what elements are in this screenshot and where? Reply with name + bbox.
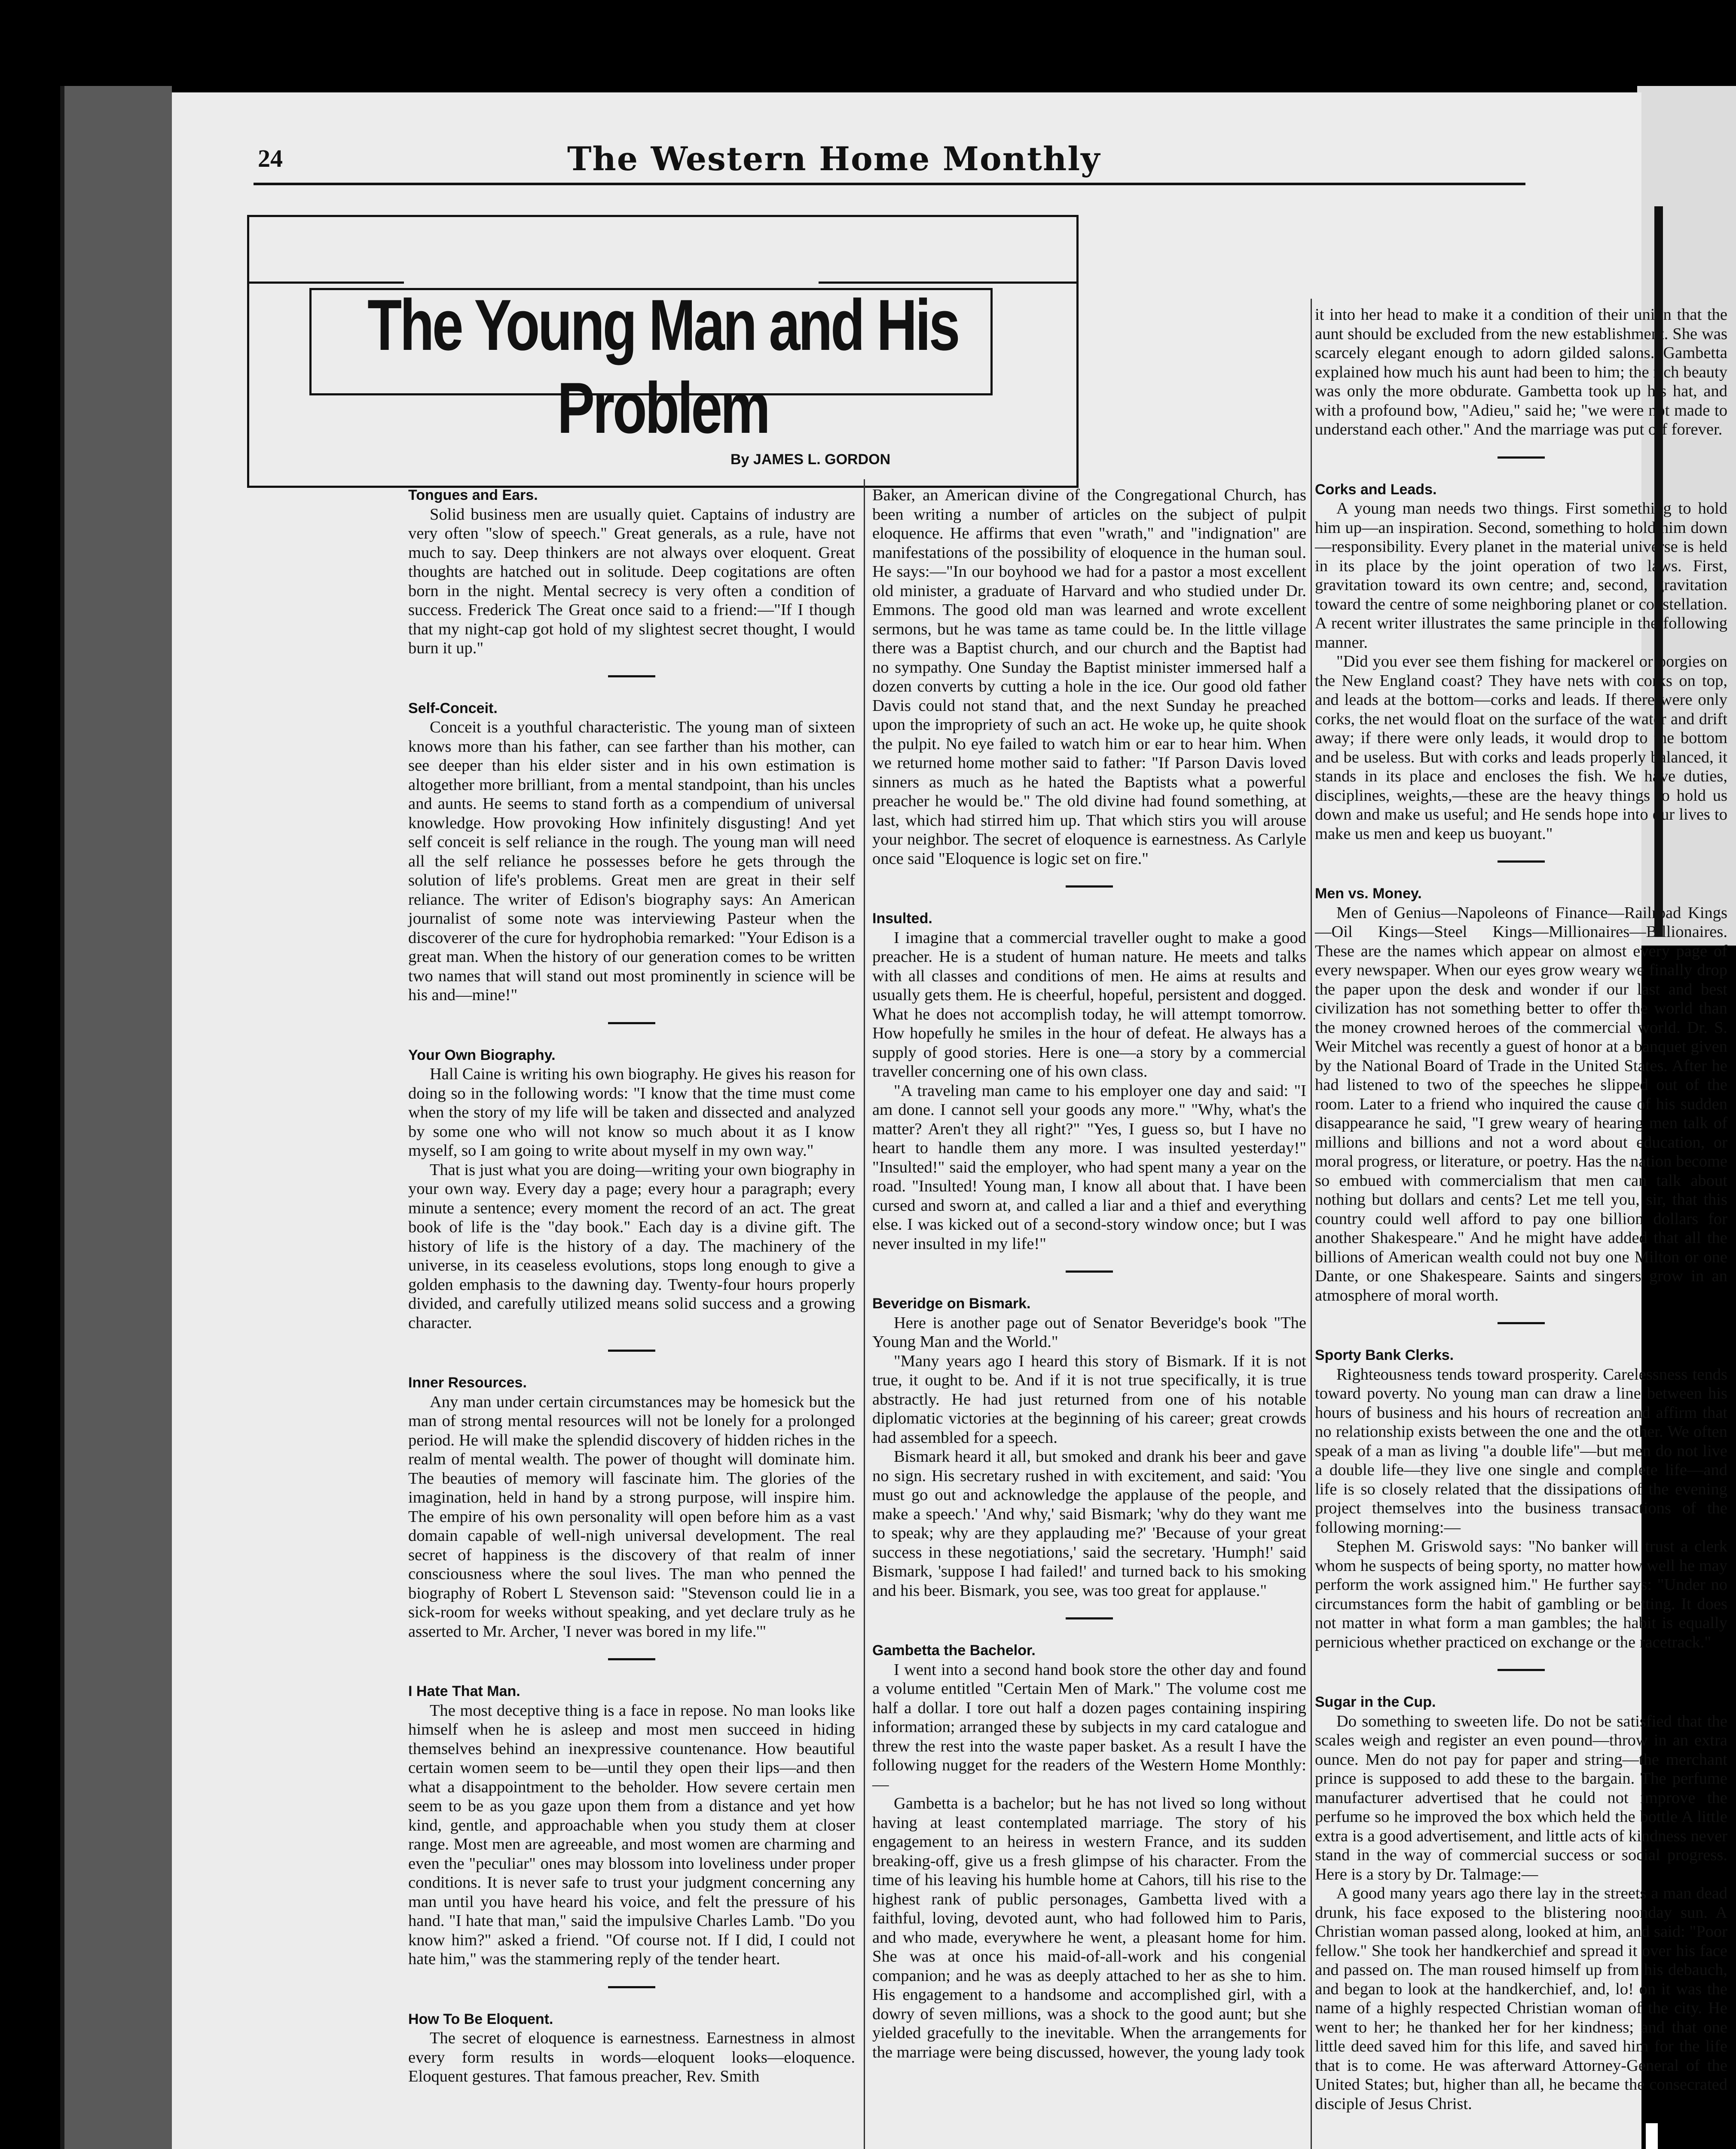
section-text: I went into a second hand book store the other day and found a volume entitled "Certain Men of Mark." The volume cost me half a dollar. I tore out half a dozen pages containing inspiring information; arranged these by subjects in my card catalogue and threw the rest into the waste paper basket. As a result I have the following nugget for the readers of the Western Home Monthly:— bbox=[872, 1660, 1306, 1794]
section-text: it into her head to make it a condition of their union that the aunt should be excluded from the new establishment. She was scarcely elegant enough to adorn gilded salons. Gambetta explained how much his aunt had been to him; the rich beauty was only the more obdurate. Gambetta took up his hat, and with a profound bow, "Adieu," said he; "we were not made to understand each other." And the marriage was put off forever. bbox=[1315, 306, 1727, 438]
section-text: Baker, an American divine of the Congregational Church, has been writing a number of articles on the subject of pulpit eloquence. He affirms that even "wrath," and "indignation" are manifestations of the possibility of eloquence in the human soul. He says:—"In our boyhood we had for a pastor a most excellent old minister, a graduate of Harvard and who studied under Dr. Emmons. The good old man was learned and wrote excellent sermons, but he was tame as tame could be. In the little village there was a Baptist church, and our church and the Baptist had no sympathy. One Sunday the Baptist minister immersed half a dozen converts by cutting a hole in the ice. Our good old father Davis could not stand that, and the next Sunday he preached upon the impropriety of such an act. He woke up, he quite shook the pulpit. No eye failed to watch him or ear to hear him. When we returned home mother said to father: "If Parson Davis loved sinners as much as he hated the Baptists what a powerful preacher he would be." The old divine had found something, at last, which had stirred him up. That which stirs you will arouse your neighbor. The secret of eloquence is earnestness. As Carlyle once said "Eloquence is logic set on fire." bbox=[872, 486, 1306, 868]
newspaper-page bbox=[172, 92, 1727, 2149]
section-text: "Did you ever see them fishing for mackerel or porgies on the New England coast? They have nets with corks on top, and leads at the bottom—corks and leads. If there were only corks, the net would float on the surface of the water and drift away; if there were only leads, it would drop to the bottom and be useless. But with corks and leads properly balanced, it stands in its place and encloses the fish. We have duties, disciplines, weights,—these are the heavy things to hold us down and make us useful; and He sends hope into our lives to make us men and keep us buoyant." bbox=[1315, 652, 1727, 843]
article-title: The Young Man and His Problem bbox=[367, 285, 958, 448]
section-text: Men of Genius—Napoleons of Finance—Railroad Kings—Oil Kings—Steel Kings—Millionaires—Billionaires. These are the names which appear on almost every page of every newspaper. When our eyes grow weary we finally drop the paper upon the desk and wonder if our last and best civilization has not something better to offer the world than the money crowned heroes of the commercial world. Dr. S. Weir Mitchel was recently a guest of honor at a banquet given by the National Board of Trade in the United States. After he had listened to two of the speeches he slipped out of the room. Later to a friend who inquired the cause of his sudden disappearance he said, "I grew weary of hearing men talk of millions and billions and not a word about education, or moral progress, or literature, or poetry. Has the nation become so embued with commercialism that men can talk about nothing but dollars and cents? Let me tell you, sir, that this country could well afford to pay one billion dollars for another Shakespeare." And he might have added that all the billions of American wealth could not buy one Milton or one Dante, or one Shakespeare. Saints and singers grow in an atmosphere of moral worth. bbox=[1315, 903, 1727, 1304]
section bbox=[872, 1641, 1306, 2062]
column-divider bbox=[864, 479, 865, 2149]
section-heading: Inner Resources. bbox=[408, 1375, 527, 1391]
section-text: Solid business men are usually quiet. Captains of industry are very often "slow of speech." Great generals, as a rule, have not much to say. Deep thinkers are not always over eloquent. Great thoughts are hatched out in solitude. Deep cogitations are often born in the night. Mental secrecy is very often a condition of success. Frederick The Great once said to a friend:—"If I though that my night-cap got hold of my slightest secret thought, I would burn it up." bbox=[408, 505, 855, 657]
column-2 bbox=[872, 486, 1306, 2079]
column-1 bbox=[408, 486, 855, 2103]
section bbox=[408, 1046, 855, 1333]
section-text: The most deceptive thing is a face in repose. No man looks like himself when he is asleep and most men succeed in hiding themselves behind an inexpressive countenance. How beautiful certain women seem to be—until they open their lips—and then what a disappointment to the beholder. How severe certain men seem to be as you gaze upon them from a distance and yet how kind, gentle, and approachable when you study them at closer range. Most men are agreeable, and most women are charming and even the "peculiar" ones may blossom into loveliness under proper conditions. It is never safe to trust your judgment concerning any man until you have heard his voice, and felt the pressure of his hand. "I hate that man," said the impulsive Charles Lamb. "Do you know him?" asked a friend. "Of course not. If I did, I could not hate him," was the stammering reply of the tender heart. bbox=[408, 1701, 855, 1968]
section bbox=[408, 2010, 855, 2086]
section bbox=[1315, 1693, 1727, 2113]
section-text: A good many years ago there lay in the streets a man dead drunk, his face exposed to the blistering noonday sun. A Christian woman passed along, looked at him, and said: "Poor fellow." She took her handkerchief and spread it over his face and passed on. The man roused himself up from his debauch, and began to look at the handkerchief, and, lo! on it was the name of a highly respected Christian woman of the city. He went to her; he thanked her for her kindness; and that one little deed saved him for this life, and saved him for the life that is to come. He was afterward Attorney-General of the United States; but, higher than all, he became the consecrated disciple of Jesus Christ. bbox=[1315, 1884, 1727, 2113]
section bbox=[408, 1682, 855, 1969]
section bbox=[408, 699, 855, 1005]
section-text: Any man under certain circumstances may be homesick but the man of strong mental resources will not be lonely for a prolonged period. He will make the splendid discovery of hidden riches in the realm of mental wealth. The power of thought will dominate him. The beauties of memory will fascinate him. The glories of the imagination, held in hand by a strong purpose, will inspire him. The empire of his own personality will open before him as a vast domain capable of well-nigh universal development. The real secret of happiness is the discovery of that realm of inner consciousness where the soul lives. The man who penned the biography of Robert L Stevenson said: "Stevenson could lie in a sick-room for weeks without speaking, and yet declare truly as he asserted to Mr. Archer, 'I never was bored in my life.'" bbox=[408, 1393, 855, 1641]
section-text: Righteousness tends toward prosperity. Carelessness tends toward poverty. No young man can draw a line between his hours of business and his hours of recreation and affirm that no relationship exists between the one and the other. We often speak of a man as living "a double life"—but men do not live a double life—they live one single and complete life—and life is so closely related that the dissipations of the evening project themselves into the business transactions of the following morning:— bbox=[1315, 1365, 1727, 1537]
column-3 bbox=[1315, 305, 1727, 2131]
page-number: 24 bbox=[258, 144, 283, 172]
section-text: "A traveling man came to his employer one day and said: "I am done. I cannot sell your goods any more." "Why, what's the matter? Aren't they all right?" "Yes, I guess so, but I have no heart to handle them any more. I was insulted yesterday!" "Insulted!" said the employer, who had spent many a year on the road. "Insulted! Young man, I know all about that. I have been cursed and sworn at, and called a liar and a thief and everything else. I was kicked out of a second-story window once; but I was never insulted in my life!" bbox=[872, 1081, 1306, 1253]
section-text: That is just what you are doing—writing your own biography in your own way. Every day a page; every hour a paragraph; every minute a sentence; every moment the record of an act. The great book of life is the "day book." Each day is a divine gift. The history of life is the history of a day. The machinery of the universe, in its ceaseless evolutions, stops long enough to give a golden emphasis to the dawning day. Twenty-four hours properly divided, and carefully utilized means solid success and a growing character. bbox=[408, 1160, 855, 1332]
section-text: Gambetta is a bachelor; but he has not lived so long without having at least contemplated marriage. The story of his engagement to an heiress in western France, and its sudden breaking-off, give us a fresh glimpse of his character. From the time of his leaving his humble home at Cahors, till his rise to the highest rank of public personages, Gambetta lived with a faithful, loving, devoted aunt, who had followed him to Paris, and who made, everywhere he went, a pleasant home for him. She was at once his maid-of-all-work and his congenial companion; and he was as deeply attached to her as she to him. His engagement to a handsome and accomplished girl, with a dowry of seven millions, was a shock to the good aunt; but she yielded gracefully to the inevitable. When the arrangements for the marriage were being discussed, however, the young lady took bbox=[872, 1794, 1306, 2061]
section-heading: Insulted. bbox=[872, 910, 932, 927]
section-heading: Corks and Leads. bbox=[1315, 481, 1437, 498]
section-text: The secret of eloquence is earnestness. Earnestness in almost every form results in words—eloquent looks—eloquence. Eloquent gestures. That famous preacher, Rev. Smith bbox=[408, 2029, 855, 2085]
section-text: Bismark heard it all, but smoked and drank his beer and gave no sign. His secretary rushed in with excitement, and said: 'You must go out and acknowledge the applause of the people, and make a speech.' 'And why,' said Bismark; 'why do they want me to speak; why are they applauding me?' 'Because of your great success in these negotiations,' said the secretary. 'Humph!' said Bismark, 'suppose I had failed!' and turned back to his smoking and his beer. Bismark, you see, was too great for applause." bbox=[872, 1448, 1306, 1600]
section-heading: How To Be Eloquent. bbox=[408, 2011, 553, 2027]
section bbox=[1315, 480, 1727, 844]
section bbox=[1315, 1346, 1727, 1652]
section bbox=[408, 1373, 855, 1641]
section-text: "Many years ago I heard this story of Bismark. If it is not true, it ought to be. And if it is not true specifically, it is true abstractly. He had just returned from one of his notable diplomatic victories at the beginning of his career; great crowds had assembled for a speech. bbox=[872, 1352, 1306, 1447]
title-frame bbox=[247, 215, 1079, 488]
byline: By JAMES L. GORDON bbox=[730, 451, 891, 468]
section-heading: Sugar in the Cup. bbox=[1315, 1694, 1436, 1710]
section-heading: Self-Conceit. bbox=[408, 700, 498, 716]
section bbox=[872, 486, 1306, 868]
section-text: Hall Caine is writing his own biography. He gives his reason for doing so in the following words: "I know that the time must come when the story of my life will be taken and dissected and analyzed by some one who will not know so much about it as I know myself, so I am going to write about myself in my own way." bbox=[408, 1065, 855, 1160]
section-heading: Gambetta the Bachelor. bbox=[872, 1642, 1036, 1659]
section-text: I imagine that a commercial traveller ought to make a good preacher. He is a student of human nature. He meets and talks with all classes and conditions of men. He aims at results and usually gets them. He is cheerful, hopeful, persistent and dogged. What he does not accomplish today, he will attempt tomorrow. How hopefully he smiles in the hour of defeat. He always has a supply of good stories. Here is one—a story by a commercial traveller concerning one of his own class. bbox=[872, 928, 1306, 1081]
section bbox=[1315, 884, 1727, 1305]
page-header bbox=[258, 140, 1525, 178]
section-text: Here is another page out of Senator Beveridge's book "The Young Man and the World." bbox=[872, 1313, 1306, 1351]
section-heading: I Hate That Man. bbox=[408, 1683, 520, 1699]
header-rule bbox=[254, 183, 1525, 185]
section-heading: Sporty Bank Clerks. bbox=[1315, 1347, 1454, 1363]
section bbox=[1315, 305, 1727, 439]
section-heading: Men vs. Money. bbox=[1315, 885, 1422, 902]
page-left-edge bbox=[64, 86, 172, 2149]
section bbox=[408, 486, 855, 658]
section-text: Do something to sweeten life. Do not be satisfied that the scales weigh and register an even pound—throw in an extra ounce. Men do not pay for paper and string—the merchant prince is supposed to add these to the bargain. The perfume manufacturer advertised that he could not improve the perfume so he improved the box which held the bottle A little extra is a good advertisement, and little acts of kindness never stand in the way of commercial success or social progress. Here is a story by Dr. Talmage:— bbox=[1315, 1712, 1727, 1883]
column-divider bbox=[1311, 299, 1312, 2149]
section bbox=[872, 1294, 1306, 1600]
section-heading: Your Own Biography. bbox=[408, 1047, 556, 1063]
section-text: Conceit is a youthful characteristic. The young man of sixteen knows more than his father, can see farther than his mother, can see deeper than his elder sister and in his own estimation is altogether more brilliant, from a mental standpoint, than his uncles and aunts. He seems to stand forth as a compendium of universal knowledge. How provoking How infinitely disgusting! And yet self conceit is self reliance in the rough. The young man will need all the self reliance he possesses before he gets through the solution of life's problems. Great men are great in their self reliance. The writer of Edison's biography says: An American journalist of some note was interviewing Pasteur when the discoverer of the cure for hydrophobia remarked: "Your Edison is a great man. When the history of our generation comes to be written two names that will stand out most prominently in science will be his and—mine!" bbox=[408, 718, 855, 1004]
section-text: Stephen M. Griswold says: "No banker will trust a clerk whom he suspects of being sporty, no matter how well he may perform the work assigned him." He further says: "Under no circumstances form the habit of gambling or betting. It does not matter in what form a man gambles; the habit is equally pernicious whether practiced on exchange or the racetrack." bbox=[1315, 1537, 1727, 1651]
section-text: A young man needs two things. First something to hold him up—an inspiration. Second, something to hold him down—responsibility. Every planet in the material universe is held in its place by the joint operation of two laws. First, gravitation toward its own centre; and, second, gravitation toward the centre of some neighboring planet or constellation. A recent writer illustrates the same principle in the following manner. bbox=[1315, 499, 1727, 652]
masthead: The Western Home Monthly bbox=[567, 140, 1101, 178]
section-heading: Tongues and Ears. bbox=[408, 487, 538, 503]
section bbox=[872, 909, 1306, 1253]
section-heading: Beveridge on Bismark. bbox=[872, 1295, 1031, 1312]
